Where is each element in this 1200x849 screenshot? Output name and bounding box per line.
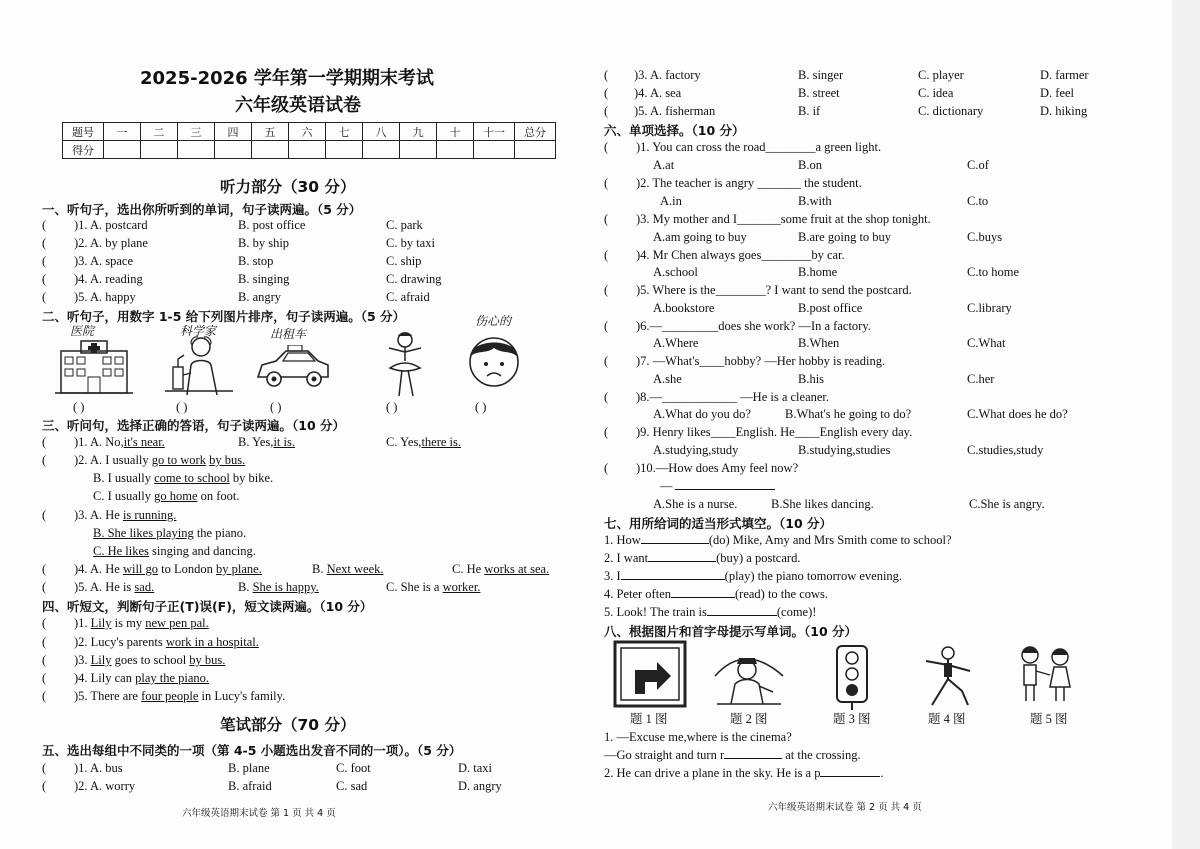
answer-bracket[interactable]: ( [42, 671, 47, 685]
score-cell: 六 [289, 123, 326, 141]
score-input-cell[interactable] [400, 141, 437, 159]
s3-item-3a [42, 507, 177, 523]
answer-bracket[interactable]: ( [42, 508, 47, 522]
underlined-text: She is happy. [252, 580, 319, 594]
option-a: )2. A. worry [74, 779, 136, 793]
s6-answer-line-10[interactable] [660, 478, 775, 494]
option-b: B.What's he going to do? [785, 407, 912, 421]
score-input-cell[interactable] [104, 141, 141, 159]
dash: — [660, 479, 673, 493]
option-c: C.to home [967, 265, 1020, 279]
s4-item-2 [42, 634, 259, 650]
underlined-text: C. He likes [93, 544, 149, 558]
section-3-heading: 三、听问句，选择正确的答语，句子读两遍。（10 分） [42, 418, 345, 433]
turn-right-sign-picture [613, 640, 687, 708]
underlined-text: B. She likes playing [93, 526, 194, 540]
score-cell: 二 [141, 123, 178, 141]
sentence-text: (read) to the cows. [735, 587, 829, 601]
s8-line-2 [604, 747, 861, 763]
underlined-text: sad. [134, 580, 155, 594]
s5-item-2 [42, 778, 502, 794]
option-c: C.of [967, 158, 989, 172]
s3-item-2c [93, 488, 240, 504]
answer-bracket[interactable]: ( [42, 616, 47, 630]
option-c: C. foot [336, 761, 371, 775]
answer-bracket[interactable]: ( [42, 689, 47, 703]
option-b: B. singer [798, 68, 844, 82]
answer-bracket[interactable]: ( [42, 435, 47, 449]
score-cell: 总分 [515, 123, 556, 141]
option-b: B.post office [798, 301, 863, 315]
answer-blank[interactable] [648, 550, 716, 562]
s7-item-1 [604, 532, 952, 548]
option-text: to London [158, 562, 217, 576]
option-c: C. sad [336, 779, 368, 793]
option-a: A.she [653, 372, 682, 386]
option-a: )5. A. happy [74, 290, 136, 304]
option-a: )2. A. by plane [74, 236, 148, 250]
s7-item-2 [604, 550, 800, 566]
option-b: B.with [798, 194, 832, 208]
score-input-cell[interactable] [252, 141, 289, 159]
score-input-cell[interactable] [474, 141, 515, 159]
score-input-cell[interactable] [289, 141, 326, 159]
sentence-text: 4. Peter often [604, 587, 671, 601]
s5-item-3 [604, 67, 1089, 83]
score-input-cell[interactable] [215, 141, 252, 159]
sentence-text: (play) the piano tomorrow evening. [724, 569, 903, 583]
answer-blank[interactable] [707, 604, 777, 616]
sad-boy-picture [463, 330, 525, 394]
handwritten-label-sad: 伤心的 [475, 314, 512, 328]
option-d: D. taxi [458, 761, 493, 775]
option-b: B. stop [238, 254, 274, 268]
option-a: A.What do you do? [653, 407, 751, 421]
handwritten-label-hospital: 医院 [70, 324, 95, 338]
answer-blank[interactable] [641, 532, 709, 544]
option-a: )4. A. reading [74, 272, 143, 286]
statement-text: is my [111, 616, 146, 630]
s1-item-3 [42, 253, 422, 269]
s3-item-3b [93, 525, 246, 541]
option-c: C. afraid [386, 290, 430, 304]
option-d: D. hiking [1040, 104, 1088, 118]
score-input-cell[interactable] [326, 141, 363, 159]
underlined-text: it's near. [123, 435, 165, 449]
score-cell: 九 [400, 123, 437, 141]
sentence-text: —Go straight and turn r [604, 748, 725, 762]
section-2-heading: 二、听句子，用数字 1-5 给下列图片排序，句子读两遍。（5 分） [42, 309, 406, 324]
s4-item-4 [42, 670, 210, 686]
s6-question-10 [604, 460, 799, 476]
option-c: C.She is angry. [969, 497, 1045, 511]
answer-blank[interactable] [621, 568, 725, 580]
statement-text: )1. [74, 616, 91, 630]
score-input-cell[interactable] [437, 141, 474, 159]
s6-options-3 [653, 229, 1003, 245]
option-b: B. angry [238, 290, 282, 304]
option-a: A.at [653, 158, 675, 172]
option-b: B.home [798, 265, 838, 279]
answer-bracket[interactable]: ( [604, 319, 609, 333]
option-d: D. farmer [1040, 68, 1089, 82]
statement-text: in Lucy's family. [198, 689, 286, 703]
page-edge-shadow [1172, 0, 1200, 849]
underlined-text: new pen pal. [145, 616, 209, 630]
answer-bracket[interactable]: ( [604, 461, 609, 475]
writing-section-title: 笔试部分（70 分） [220, 716, 356, 734]
underlined-text: works at sea. [484, 562, 550, 576]
option-c: C.to [967, 194, 989, 208]
exam-subtitle: 六年级英语试卷 [235, 95, 361, 116]
score-input-cell[interactable] [141, 141, 178, 159]
score-input-cell[interactable] [178, 141, 215, 159]
section-4-heading: 四、听短文，判断句子正(T)误(F)，短文读两遍。（10 分） [42, 599, 373, 614]
s6-question-3 [604, 211, 931, 227]
sentence-text: (do) Mike, Amy and Mrs Smith come to school? [708, 533, 952, 547]
picture-caption-1: 题 1 图 [630, 712, 668, 726]
option-a: A.Where [653, 336, 699, 350]
picture-answer-3[interactable]: ( ) [270, 400, 282, 414]
s4-item-3 [42, 652, 226, 668]
answer-bracket[interactable]: ( [42, 236, 47, 250]
option-c: C. drawing [386, 272, 442, 286]
dancer-picture [376, 330, 434, 400]
score-cell: 八 [363, 123, 400, 141]
score-cell: 五 [252, 123, 289, 141]
sentence-text: 5. Look! The train is [604, 605, 707, 619]
s6-options-8 [653, 406, 1068, 422]
answer-blank[interactable] [724, 747, 782, 759]
option-b: B.studying,studies [798, 443, 891, 457]
question-text: )8.—____________ —He is a cleaner. [636, 390, 830, 404]
question-text: )5. Where is the________? I want to send the postcard. [636, 283, 912, 297]
exam-title: 2025-2026 学年第一学期期末考试 [140, 68, 434, 89]
answer-bracket[interactable]: ( [604, 86, 609, 100]
section-8-heading: 八、根据图片和首字母提示写单词。（10 分） [604, 624, 857, 639]
score-input-cell[interactable] [515, 141, 556, 159]
option-d: D. angry [458, 779, 502, 793]
s4-item-1 [42, 615, 209, 631]
question-text: )10.—How does Amy feel now? [636, 461, 799, 475]
s3-item-5 [42, 579, 481, 595]
sentence-text: (come)! [776, 605, 817, 619]
underlined-text: Lily [90, 653, 112, 667]
underlined-text: worker. [442, 580, 481, 594]
kids-talking-picture [1012, 643, 1078, 705]
option-a: A.in [660, 194, 682, 208]
answer-bracket[interactable]: ( [604, 176, 609, 190]
answer-bracket[interactable]: ( [604, 390, 609, 404]
section-6-heading: 六、单项选择。（10 分） [604, 123, 745, 138]
score-cell: 一 [104, 123, 141, 141]
option-text: C. She is a [386, 580, 443, 594]
option-b: B. by ship [238, 236, 290, 250]
question-text: )4. Mr Chen always goes________by car. [636, 248, 845, 262]
option-text: )1. A. No, [74, 435, 124, 449]
s1-item-5 [42, 289, 430, 305]
s6-options-2 [660, 193, 989, 209]
underlined-text: come to school [154, 471, 230, 485]
s7-item-3 [604, 568, 902, 584]
answer-blank[interactable] [671, 586, 735, 598]
s6-options-10 [653, 496, 1045, 512]
option-c: C. idea [918, 86, 954, 100]
s4-item-5 [42, 688, 286, 704]
option-c: C.her [967, 372, 995, 386]
listening-section-title: 听力部分（30 分） [220, 178, 356, 196]
handwritten-label-taxi: 出租车 [270, 327, 307, 341]
option-a: A.school [653, 265, 698, 279]
answer-bracket[interactable]: ( [604, 425, 609, 439]
s5-item-5 [604, 103, 1088, 119]
option-a: A.She is a nurse. [653, 497, 738, 511]
option-b: B. afraid [228, 779, 272, 793]
option-text: C. He [452, 562, 485, 576]
s7-item-4 [604, 586, 828, 602]
answer-bracket[interactable]: ( [42, 254, 47, 268]
page-footer-2: 六年级英语期末试卷 第 2 页 共 4 页 [768, 802, 922, 813]
option-c: C. ship [386, 254, 422, 268]
statement-text: )2. Lucy's parents [74, 635, 166, 649]
s6-options-1 [653, 157, 989, 173]
answer-blank[interactable] [675, 478, 775, 490]
answer-bracket[interactable]: ( [42, 653, 47, 667]
underlined-text: by plane. [216, 562, 262, 576]
statement-text: )5. There are [74, 689, 142, 703]
underlined-text: go to work [151, 453, 206, 467]
picture-answer-4[interactable]: ( ) [386, 400, 398, 414]
question-text: )9. Henry likes____English. He____English every day. [636, 425, 913, 439]
option-text: B. [312, 562, 327, 576]
option-a: )3. A. space [74, 254, 134, 268]
s7-item-5 [604, 604, 816, 620]
underlined-text: is running. [122, 508, 177, 522]
pilot-picture [713, 642, 785, 708]
answer-bracket[interactable]: ( [42, 779, 47, 793]
score-cell: 七 [326, 123, 363, 141]
sentence-text: 2. I want [604, 551, 649, 565]
statement-text: )3. [74, 653, 91, 667]
option-text: on foot. [197, 489, 240, 503]
s6-options-6 [653, 335, 1006, 351]
question-text: )6.—_________does she work? —In a factory. [636, 319, 871, 333]
scientist-picture [165, 333, 233, 397]
option-b: B.his [798, 372, 825, 386]
underlined-text: go home [154, 489, 198, 503]
option-c: C.library [967, 301, 1012, 315]
answer-bracket[interactable]: ( [604, 68, 609, 82]
s5-item-4 [604, 85, 1075, 101]
s6-question-4 [604, 247, 845, 263]
underlined-text: four people [141, 689, 199, 703]
statement-text: )4. Lily can [74, 671, 136, 685]
option-b: B. street [798, 86, 840, 100]
answer-bracket[interactable]: ( [42, 290, 47, 304]
s3-item-3c [93, 543, 256, 559]
s6-options-4 [653, 264, 1020, 280]
option-text: B. I usually [93, 471, 155, 485]
score-table [62, 122, 556, 159]
s8-line-1: 1. —Excuse me,where is the cinema? [604, 730, 792, 744]
score-cell: 三 [178, 123, 215, 141]
answer-bracket[interactable]: ( [42, 453, 47, 467]
handwritten-label-scientist: 科学家 [180, 324, 217, 338]
answer-bracket[interactable]: ( [42, 562, 47, 576]
option-c: C. dictionary [918, 104, 984, 118]
underlined-text: there is. [421, 435, 462, 449]
question-text: )3. My mother and I_______some fruit at the shop tonight. [636, 212, 931, 226]
option-c: C. by taxi [386, 236, 435, 250]
picture-caption-2: 题 2 图 [730, 712, 768, 726]
traffic-light-picture [832, 644, 872, 710]
picture-answer-5[interactable]: ( ) [475, 400, 487, 414]
sentence-text: 3. I [604, 569, 621, 583]
option-a: )3. A. factory [634, 68, 701, 82]
option-a: A.am going to buy [653, 230, 747, 244]
underlined-text: by bus. [189, 653, 226, 667]
answer-bracket[interactable]: ( [604, 248, 609, 262]
s6-question-5 [604, 282, 912, 298]
sentence-text: at the crossing. [782, 748, 861, 762]
answer-bracket[interactable]: ( [42, 580, 47, 594]
picture-caption-3: 题 3 图 [833, 712, 871, 726]
question-text: )2. The teacher is angry _______ the student. [636, 176, 862, 190]
underlined-text: Lily [90, 616, 112, 630]
picture-answer-2[interactable]: ( ) [176, 400, 188, 414]
option-d: D. feel [1040, 86, 1075, 100]
option-b: B. singing [238, 272, 290, 286]
option-text: the piano. [193, 526, 247, 540]
s3-item-1 [42, 434, 462, 450]
picture-caption-4: 题 4 图 [928, 712, 966, 726]
option-b: B. post office [238, 218, 306, 232]
kung-fu-picture [918, 643, 978, 709]
s6-options-7 [653, 371, 995, 387]
s6-options-5 [653, 300, 1012, 316]
option-b: B.on [798, 158, 822, 172]
option-text: B. Yes, [238, 435, 274, 449]
option-text: singing and dancing. [148, 544, 256, 558]
sentence-text: 1. How [604, 533, 641, 547]
option-text: C. I usually [93, 489, 155, 503]
option-a: )4. A. sea [634, 86, 682, 100]
sentence-text: (buy) a postcard. [716, 551, 801, 565]
s3-item-2a [42, 452, 246, 468]
s6-question-2 [604, 175, 862, 191]
s6-question-6 [604, 318, 871, 334]
option-c: C.buys [967, 230, 1003, 244]
underlined-text: Next week. [326, 562, 384, 576]
answer-bracket[interactable]: ( [42, 635, 47, 649]
section-5-heading: 五、选出每组中不同类的一项（第 4-5 小题选出发音不同的一项）。（5 分） [42, 743, 462, 758]
answer-blank[interactable] [820, 765, 880, 777]
answer-bracket[interactable]: ( [42, 761, 47, 775]
hospital-picture [55, 337, 133, 395]
taxi-picture [252, 345, 334, 393]
option-a: )1. A. bus [74, 761, 123, 775]
question-text: )7. —What's____hobby? —Her hobby is reading. [636, 354, 886, 368]
option-text: )3. A. He [74, 508, 123, 522]
score-table-score-row [63, 141, 556, 159]
section-7-heading: 七、用所给词的适当形式填空。（10 分） [604, 516, 832, 531]
option-text: C. Yes, [386, 435, 422, 449]
option-c: C. park [386, 218, 423, 232]
s3-item-2b [93, 470, 273, 486]
option-c: C.What does he do? [967, 407, 1068, 421]
question-text: )1. You can cross the road________a green light. [636, 140, 882, 154]
underlined-text: play the piano. [135, 671, 210, 685]
answer-bracket[interactable]: ( [42, 218, 47, 232]
option-b: B.She likes dancing. [771, 497, 874, 511]
option-text: )4. A. He [74, 562, 123, 576]
section-1-heading: 一、听句子，选出你所听到的单词，句子读两遍。（5 分） [42, 202, 362, 217]
score-label: 得分 [63, 141, 104, 159]
option-a: )1. A. postcard [74, 218, 148, 232]
sentence-text: 2. He can drive a plane in the sky. He is a p [604, 766, 821, 780]
option-b: B.are going to buy [798, 230, 892, 244]
option-b: B. plane [228, 761, 270, 775]
s6-question-8 [604, 389, 830, 405]
underlined-text: work in a hospital. [165, 635, 259, 649]
score-cell: 四 [215, 123, 252, 141]
option-c: C. player [918, 68, 964, 82]
s1-item-4 [42, 271, 442, 287]
s6-question-1 [604, 139, 882, 155]
option-a: A.studying,study [653, 443, 739, 457]
picture-caption-5: 题 5 图 [1030, 712, 1068, 726]
score-table-header-row [63, 123, 556, 141]
option-b: B. if [798, 104, 821, 118]
answer-bracket[interactable]: ( [604, 212, 609, 226]
s6-options-9 [653, 442, 1044, 458]
option-text: )5. A. He is [74, 580, 135, 594]
option-text: )2. A. I usually [74, 453, 152, 467]
s1-item-2 [42, 235, 435, 251]
picture-answer-1[interactable]: ( ) [73, 400, 85, 414]
option-c: C.studies,study [967, 443, 1044, 457]
answer-bracket[interactable]: ( [42, 272, 47, 286]
answer-bracket[interactable]: ( [604, 283, 609, 297]
s8-line-3: 2. He can drive a plane in the sky. He is a p . [604, 766, 884, 780]
score-cell: 十一 [474, 123, 515, 141]
answer-bracket[interactable]: ( [604, 354, 609, 368]
option-b: B.When [798, 336, 840, 350]
answer-bracket[interactable]: ( [604, 104, 609, 118]
statement-text: goes to school [111, 653, 190, 667]
underlined-text: it is. [273, 435, 295, 449]
answer-bracket[interactable]: ( [604, 140, 609, 154]
score-input-cell[interactable] [363, 141, 400, 159]
option-text: by bike. [229, 471, 274, 485]
page-footer-1: 六年级英语期末试卷 第 1 页 共 4 页 [182, 808, 336, 819]
s6-question-7 [604, 353, 886, 369]
s1-item-1 [42, 217, 423, 233]
score-cell: 题号 [63, 123, 104, 141]
option-a: A.bookstore [653, 301, 715, 315]
option-a: )5. A. fisherman [634, 104, 716, 118]
option-text: B. [238, 580, 253, 594]
option-c: C.What [967, 336, 1006, 350]
s5-item-1 [42, 760, 493, 776]
s3-item-4 [42, 561, 550, 577]
score-cell: 十 [437, 123, 474, 141]
s6-question-9 [604, 424, 913, 440]
underlined-text: will go [122, 562, 159, 576]
underlined-text: by bus. [209, 453, 246, 467]
